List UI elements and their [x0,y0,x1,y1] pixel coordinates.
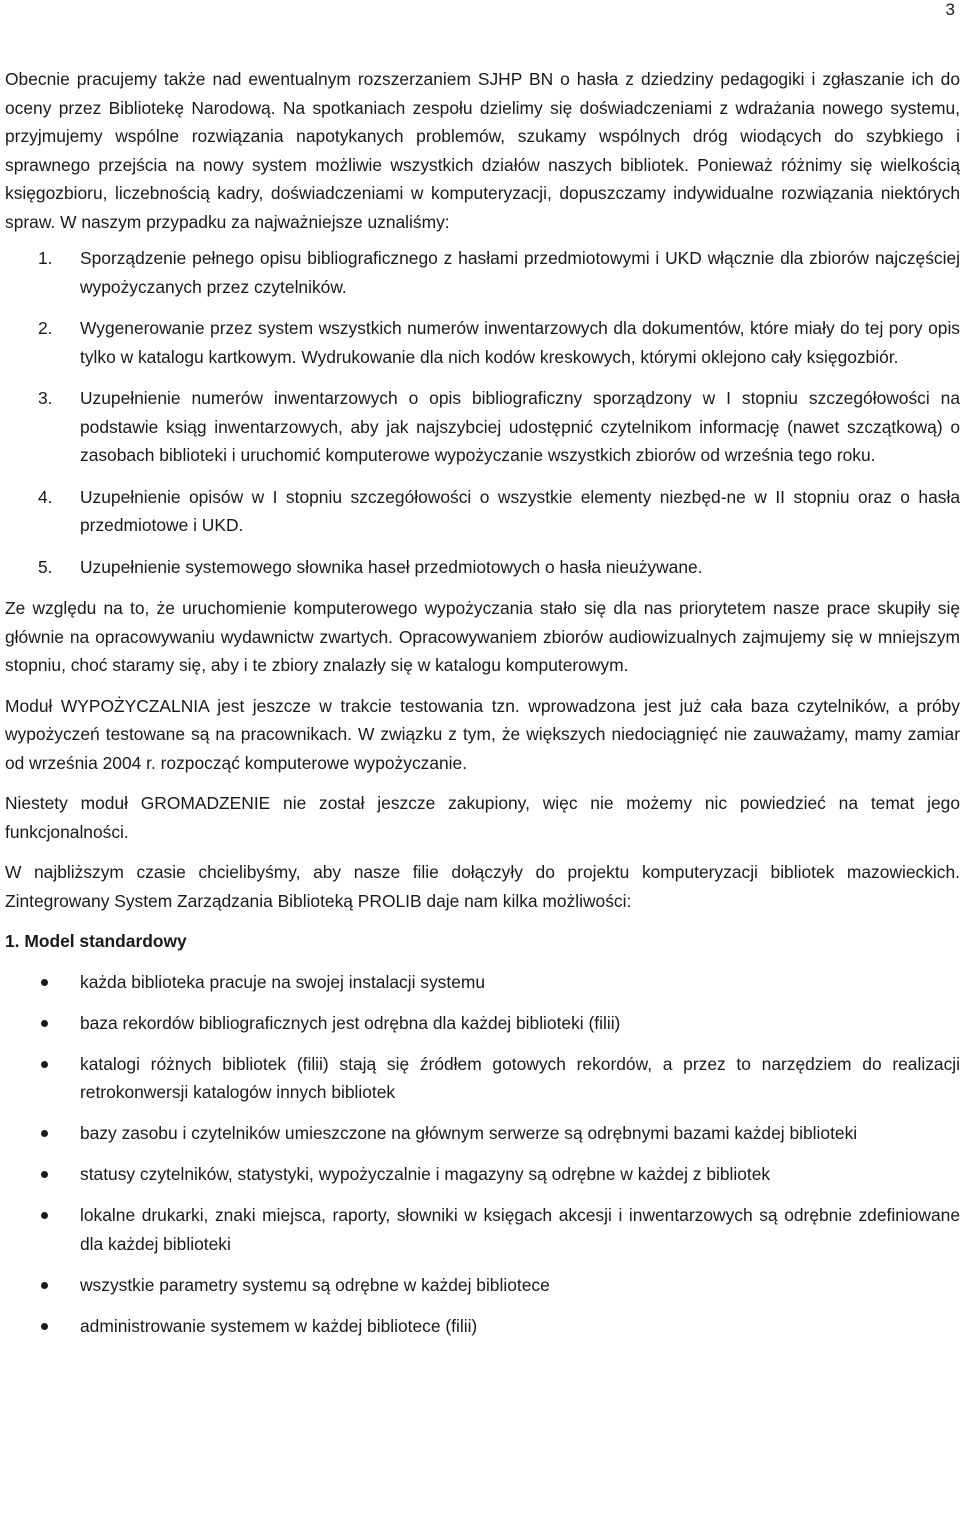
bullet-icon [41,979,48,986]
bullet-item [5,1201,960,1258]
list-item [5,483,960,540]
bullet-text: administrowanie systemem w każdej bibliotece (filii) [80,1315,478,1336]
bullet-item [5,968,960,997]
list-number: 3. [38,388,53,408]
bullet-item [5,1009,960,1038]
intro-paragraph: Obecnie pracujemy także nad ewentualnym rozszerzaniem SJHP BN o hasła z dziedziny pedagogiki i zgłaszanie ich do oceny przez Bibliotekę Narodową. Na spotkaniach zespołu dzielimy się doświadczeniami z wdrażania nowego systemu, przyjmujemy wspólne rozwiązania napotykanych problemów, szukamy wspólnych dróg wiodących do szybkiego i sprawnego przejścia na nowy system możliwie wszystkich działów naszych bibliotek. Ponieważ różnimy się wielkością księgozbioru, liczebnością kadry, doświadczeniami w komputeryzacji, dopuszczamy indywidualne rozwiązania niektórych spraw. W naszym przypadku za najważniejsze uznaliśmy: [5,69,960,232]
list-item [5,553,960,582]
list-item [5,384,960,470]
bullet-icon [41,1282,48,1289]
bullet-text: każda biblioteka pracuje na swojej instalacji systemu [80,971,486,992]
bullet-text: baza rekordów bibliograficznych jest odrębna dla każdej biblioteki (filii) [80,1012,621,1033]
bullet-text: bazy zasobu i czytelników umieszczone na głównym serwerze są odrębnymi bazami każdej biblioteki [80,1123,858,1143]
list-item-text: Uzupełnienie systemowego słownika haseł przedmiotowych o hasła nieużywane. [80,556,703,577]
bullet-item [5,1050,960,1107]
list-item-text: Uzupełnienie numerów inwentarzowych o opis bibliograficzny sporządzony w I stopniu szczegółowości na podstawie ksiąg inwentarzowych, aby jak najszybciej udostępnić czytelnikom informację (nawet szczątkową) o zasobach biblioteki i uruchomić komputerowe wypożyczanie wszystkich zbiorów od września tego roku. [80,388,960,465]
list-number: 1. [38,248,53,268]
list-item-text: Uzupełnienie opisów w I stopniu szczegółowości o wszystkie elementy niezbęd-ne w II stopniu oraz o hasła przedmiotowe i UKD. [80,486,960,535]
body-paragraph: W najbliższym czasie chcielibyśmy, aby nasze filie dołączyły do projektu komputeryzacji bibliotek mazowieckich. Zintegrowany System Zarządzania Biblioteką PROLIB daje nam kilka możliwości: [5,862,960,911]
model-features-list [5,968,960,1341]
list-item [5,314,960,371]
document-body [5,65,960,1353]
list-number: 2. [38,318,53,338]
body-paragraph: Niestety moduł GROMADZENIE nie został jeszcze zakupiony, więc nie możemy nic powiedzieć na temat jego funkcjonalności. [5,793,960,842]
bullet-text: statusy czytelników, statystyki, wypożyczalnie i magazyny są odrębne w każdej z bibliotek [80,1164,771,1184]
bullet-icon [41,1130,48,1137]
bullet-icon [41,1323,48,1330]
bullet-item [5,1119,960,1148]
section-heading: 1. Model standardowy [5,931,187,951]
list-item [5,244,960,301]
list-item-text: Sporządzenie pełnego opisu bibliograficznego z hasłami przedmiotowymi i UKD włącznie dla zbiorów najczęściej wypożyczanych przez czytelników. [80,248,960,297]
bullet-icon [41,1061,48,1068]
bullet-icon [41,1212,48,1219]
bullet-text: wszystkie parametry systemu są odrębne w każdej bibliotece [80,1274,550,1295]
list-item-text: Wygenerowanie przez system wszystkich numerów inwentarzowych dla dokumentów, które miały do tej pory opis tylko w katalogu kartkowym. Wydrukowanie dla nich kodów kreskowych, którymi oklejono cały księgozbiór. [80,318,960,367]
bullet-item [5,1160,960,1189]
body-paragraph: Moduł WYPOŻYCZALNIA jest jeszcze w trakcie testowania tzn. wprowadzona jest już cała baza czytelników, a próby wypożyczeń testowane są na pracownikach. W związku z tym, że większych niedociągnięć nie zauważamy, mamy zamiar od września 2004 r. rozpocząć komputerowe wypożyczanie. [5,695,960,773]
bullet-item [5,1312,960,1341]
body-paragraph: Ze względu na to, że uruchomienie komputerowego wypożyczania stało się dla nas priorytetem nasze prace skupiły się głównie na opracowywaniu wydawnictw zwartych. Opracowywaniem zbiorów audiowizualnych zajmujemy się w mniejszym stopniu, choć staramy się, aby i te zbiory znalazły się w katalogu komputerowym. [5,598,960,675]
bullet-text: lokalne drukarki, znaki miejsca, raporty, słowniki w księgach akcesji i inwentarzowych są odrębnie zdefiniowane dla każdej biblioteki [80,1205,960,1254]
bullet-icon [41,1020,48,1027]
priorities-list [5,244,960,581]
bullet-item [5,1271,960,1300]
bullet-icon [41,1171,48,1178]
list-number: 4. [38,486,53,507]
bullet-text: katalogi różnych bibliotek (filii) stają się źródłem gotowych rekordów, a przez to narzędziem do realizacji retrokonwersji katalogów innych bibliotek [80,1053,960,1102]
page-number: 3 [945,0,955,19]
list-number: 5. [38,556,53,577]
